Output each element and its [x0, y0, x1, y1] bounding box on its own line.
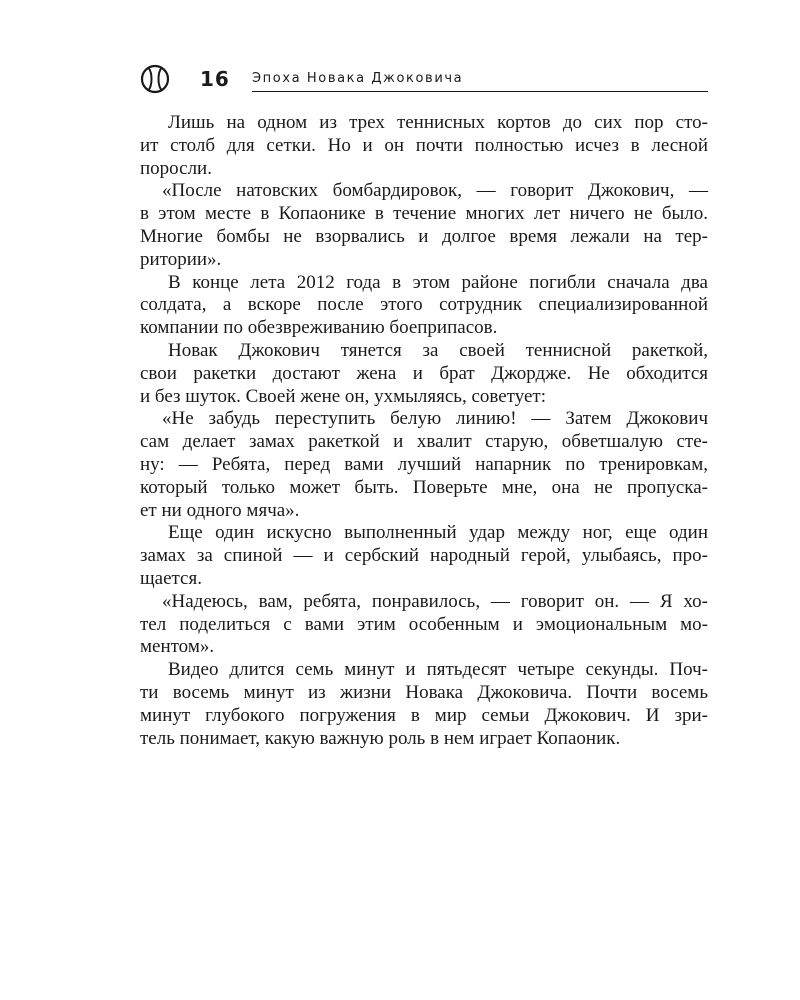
- text-line: ритории».: [140, 248, 222, 270]
- text-line: и без шуток. Своей жене он, ухмыляясь, советует:: [140, 385, 546, 407]
- paragraph: [140, 180, 708, 271]
- tennis-ball-icon: [140, 64, 170, 94]
- paragraph: [140, 340, 708, 408]
- paragraph: [140, 659, 708, 750]
- text-line: В конце лета 2012 года в этом районе погибли сначала два: [168, 271, 708, 293]
- text-line: щается.: [140, 567, 202, 589]
- text-line: тель понимает, какую важную роль в нем играет Копаоник.: [140, 727, 621, 749]
- text-line: ну: — Ребята, перед вами лучший напарник по тренировкам,: [140, 453, 708, 475]
- text-line: свои ракетки достают жена и брат Джордже. Не обходится: [140, 362, 708, 384]
- text-line: который только может быть. Поверьте мне, она не пропуска-: [140, 476, 708, 498]
- header-rule: [252, 91, 708, 92]
- text-line: ти восемь минут из жизни Новака Джоковича. Почти восемь: [140, 681, 708, 703]
- text-line: Еще один искусно выполненный удар между ног, еще один: [168, 522, 708, 544]
- text-line: замах за спиной — и сербский народный герой, улыбаясь, про-: [140, 545, 708, 567]
- text-line: компании по обезвреживанию боеприпасов.: [140, 317, 498, 339]
- text-line: в этом месте в Копаонике в течение многих лет ничего не было.: [140, 203, 708, 225]
- page-header: [140, 58, 708, 98]
- text-line: ит столб для сетки. Но и он почти полностью исчез в лесной: [140, 134, 708, 156]
- text-line: «Не забудь переступить белую линию! — Затем Джокович: [162, 408, 708, 430]
- text-line: ментом».: [140, 636, 215, 658]
- paragraph: [140, 408, 708, 522]
- text-line: Новак Джокович тянется за своей теннисной ракеткой,: [168, 339, 708, 361]
- text-line: ет ни одного мяча».: [140, 499, 300, 521]
- paragraph: [140, 591, 708, 659]
- text-line: тел поделиться с вами этим особенным и эмоциональным мо-: [140, 613, 708, 635]
- page-number: 16: [200, 67, 230, 91]
- text-line: Многие бомбы не взорвались и долгое время лежали на тер-: [140, 225, 708, 247]
- paragraph: [140, 272, 708, 340]
- paragraph: [140, 522, 708, 590]
- paragraph: [140, 112, 708, 180]
- text-line: «После натовских бомбардировок, — говорит Джокович, —: [162, 180, 708, 202]
- running-title: Эпоха Новака Джоковича: [252, 71, 464, 86]
- text-line: Видео длится семь минут и пятьдесят четыре секунды. Поч-: [168, 659, 708, 681]
- text-line: Лишь на одном из трех теннисных кортов до сих пор сто-: [168, 112, 708, 133]
- text-line: «Надеюсь, вам, ребята, понравилось, — говорит он. — Я хо-: [162, 590, 708, 612]
- text-line: поросли.: [140, 157, 212, 179]
- body-text: [140, 112, 708, 750]
- text-line: минут глубокого погружения в мир семьи Джокович. И зри-: [140, 704, 708, 726]
- text-line: сам делает замах ракеткой и хвалит старую, обветшалую сте-: [140, 431, 708, 453]
- text-line: солдата, а вскоре после этого сотрудник специализированной: [140, 294, 708, 316]
